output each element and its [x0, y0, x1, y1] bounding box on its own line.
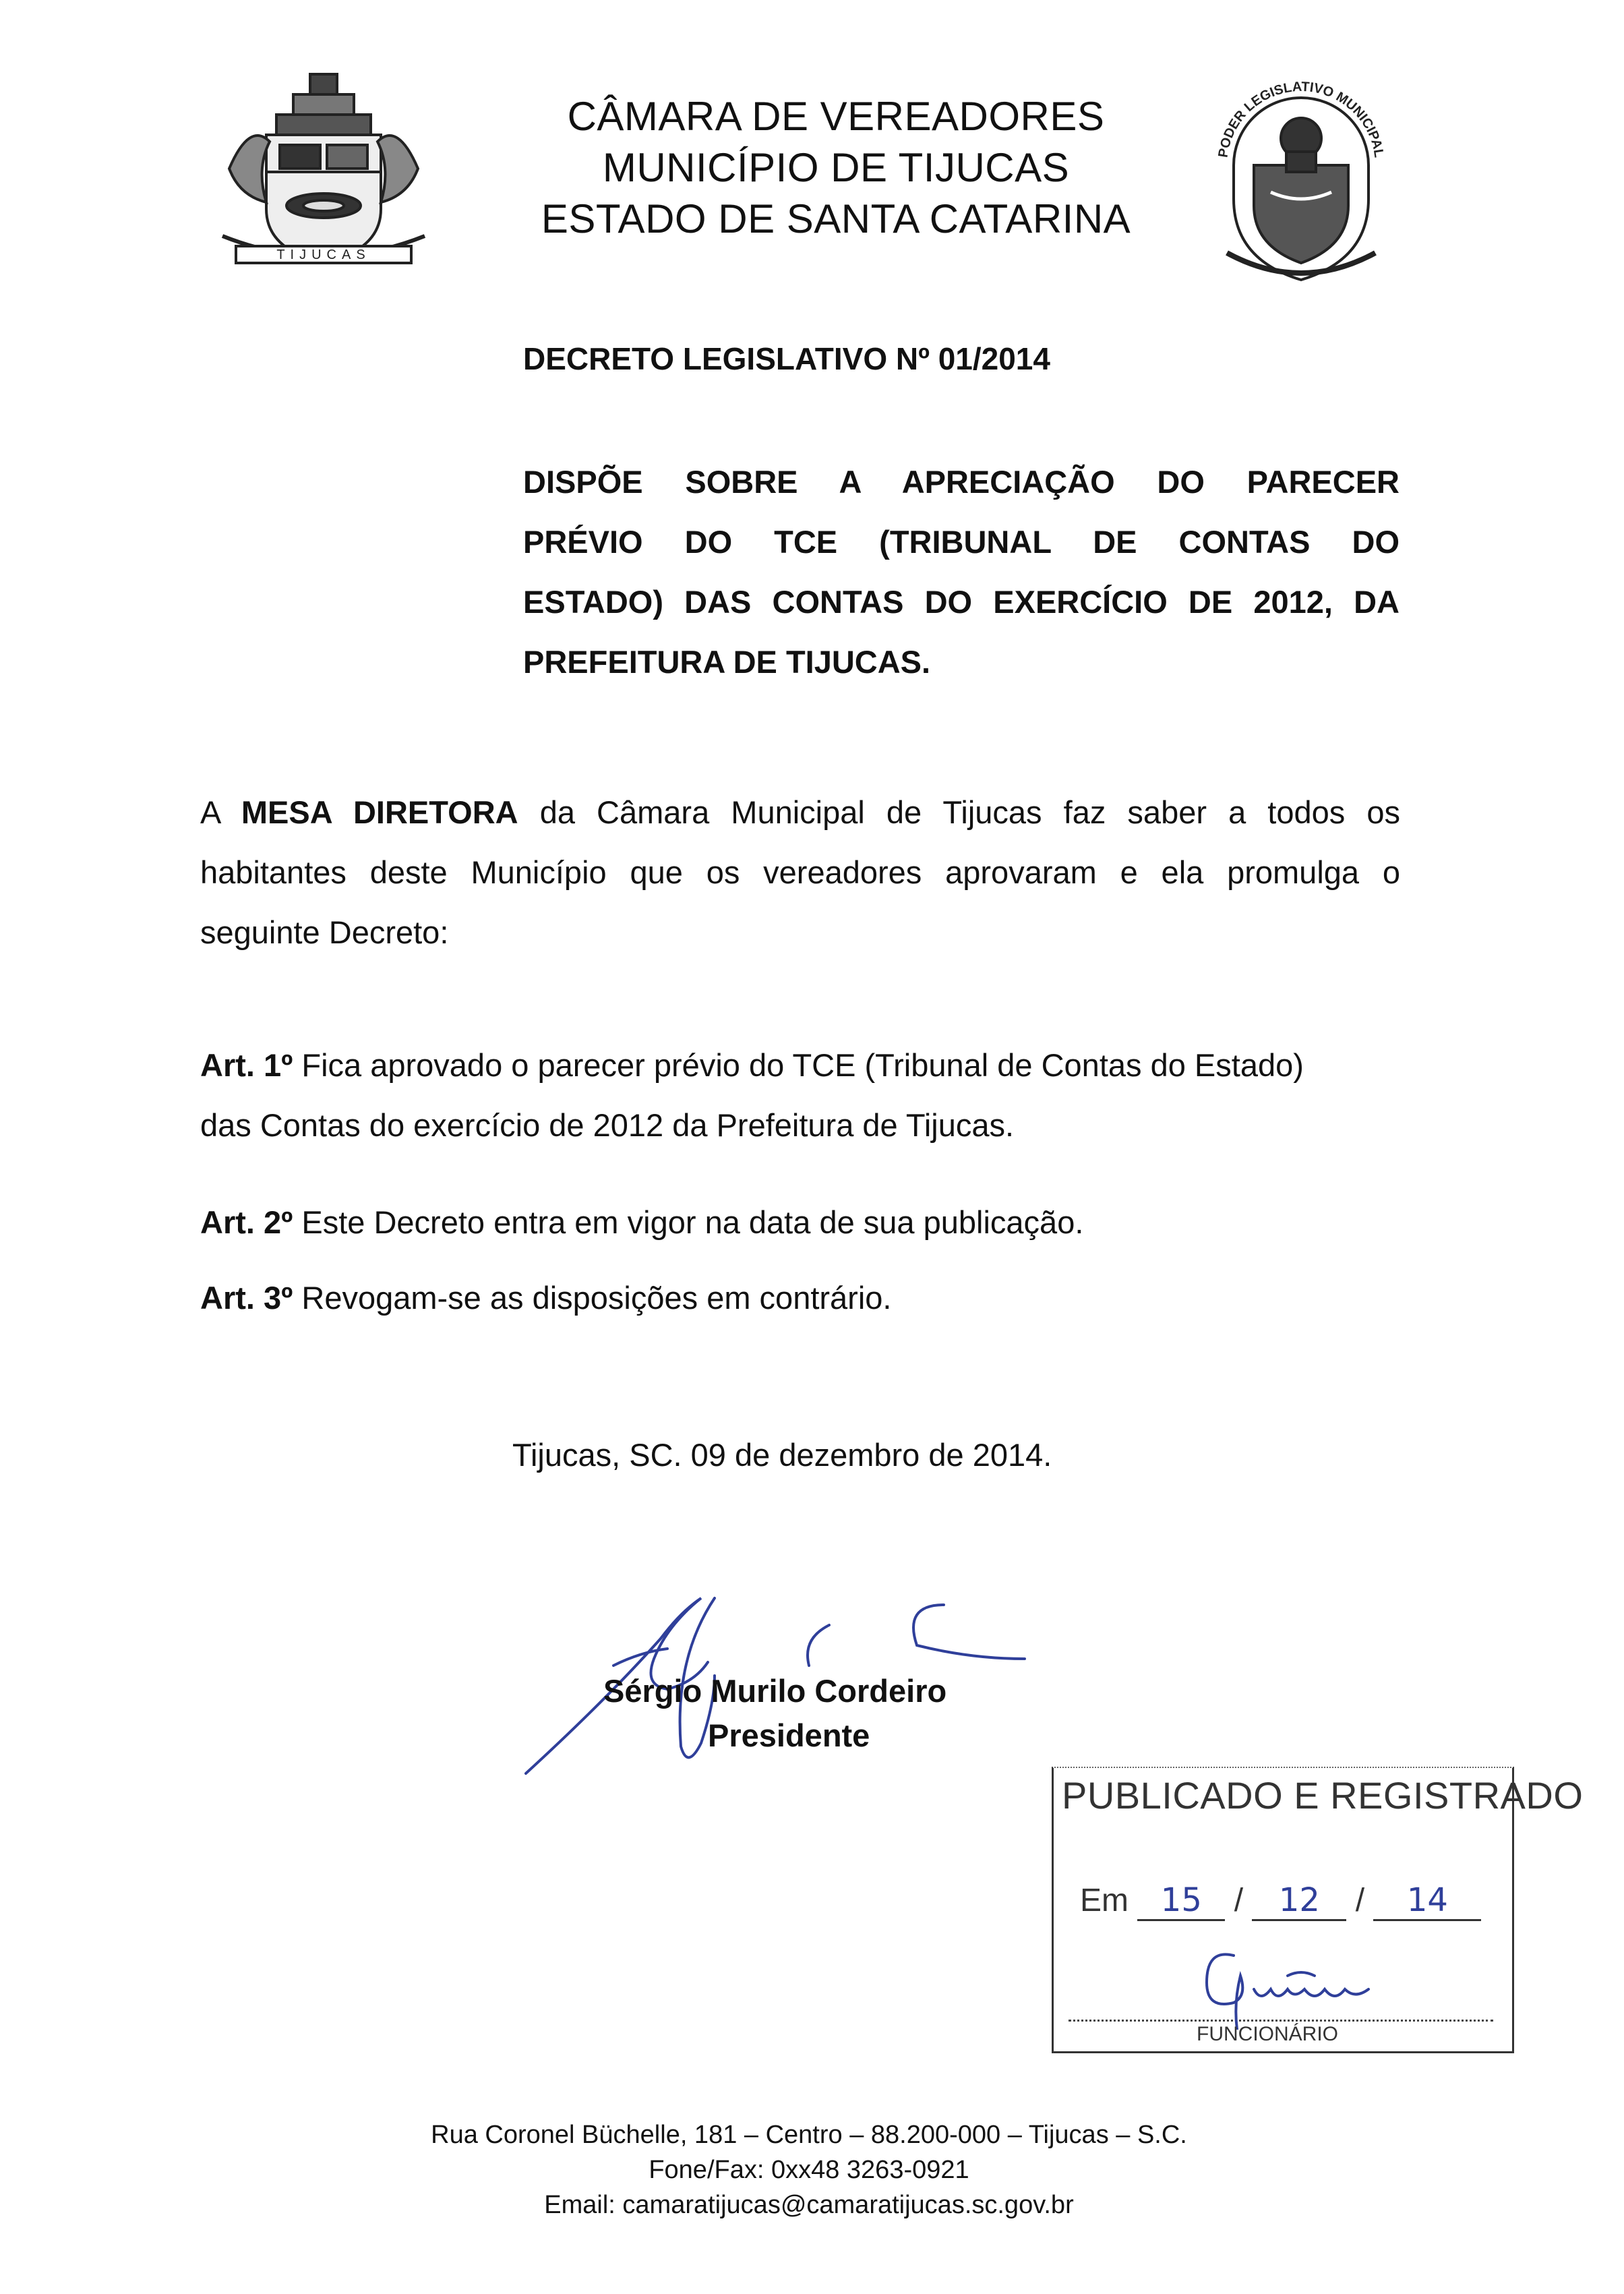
article-text: Fica aprovado o parecer prévio do TCE (Tribunal de Contas do Estado): [301, 1047, 1304, 1083]
article-text-cont: das Contas do exercício de 2012 da Prefeitura de Tijucas.: [200, 1107, 1015, 1143]
footer-address: Rua Coronel Büchelle, 181 – Centro – 88.200-000 – Tijucas – S.C.: [431, 2121, 1187, 2149]
intro-bold: MESA DIRETORA: [241, 794, 518, 830]
footer-email: Email: camaratijucas@camaratijucas.sc.gov.br: [544, 2191, 1074, 2219]
ementa-line: DISPÕE SOBRE A APRECIAÇÃO DO PARECER: [523, 464, 1400, 500]
stamp-date-row: Em 15 / 12 / 14: [1080, 1881, 1481, 1921]
stamp-signature-icon: [1186, 1942, 1416, 2030]
ementa-line: PRÉVIO DO TCE (TRIBUNAL DE CONTAS DO: [523, 524, 1400, 560]
article-2: [200, 1192, 1083, 1252]
intro-prefix: A: [200, 794, 220, 830]
tijucas-coat-of-arms-icon: [202, 54, 445, 283]
stamp-em-label: Em: [1080, 1883, 1129, 1918]
decree-title: DECRETO LEGISLATIVO Nº 01/2014: [523, 341, 1050, 376]
decree-ementa: [523, 452, 1400, 692]
article-label: Art. 3º: [200, 1280, 293, 1316]
crest-left-label: TIJUCAS: [276, 247, 371, 262]
article-1: [200, 1035, 1304, 1155]
intro-line-3: seguinte Decreto:: [200, 914, 449, 950]
article-text: Revogam-se as disposições em contrário.: [301, 1280, 892, 1316]
place-date: Tijucas, SC. 09 de dezembro de 2014.: [512, 1437, 1052, 1473]
intro-line-2: habitantes deste Município que os vereadores aprovaram e ela promulga o: [200, 854, 1400, 890]
ementa-line: PREFEITURA DE TIJUCAS.: [523, 644, 931, 680]
header-line-1: CÂMARA DE VEREADORES: [567, 94, 1105, 139]
article-label: Art. 1º: [200, 1047, 293, 1083]
stamp-func-label: FUNCIONÁRIO: [1197, 2023, 1338, 2045]
intro-paragraph: [200, 782, 1400, 962]
intro-line-1-rest: da Câmara Municipal de Tijucas faz saber a todos os: [539, 794, 1401, 830]
article-text: Este Decreto entra em vigor na data de sua publicação.: [301, 1204, 1084, 1240]
stamp-day: 15: [1137, 1881, 1225, 1921]
legislative-seal-icon: [1207, 64, 1395, 287]
seal-label: PODER LEGISLATIVO MUNICIPAL: [1215, 79, 1387, 159]
signer-role: Presidente: [708, 1717, 870, 1753]
signer-name: Sérgio Murilo Cordeiro: [603, 1673, 947, 1709]
intro-line-1: [200, 782, 1400, 842]
stamp-year: 14: [1373, 1881, 1481, 1921]
article-label: Art. 2º: [200, 1204, 293, 1240]
stamp-title: PUBLICADO E REGISTRADO: [1062, 1774, 1584, 1817]
article-3: [200, 1268, 891, 1328]
header-line-3: ESTADO DE SANTA CATARINA: [541, 196, 1131, 241]
ementa-line: ESTADO) DAS CONTAS DO EXERCÍCIO DE 2012, DA: [523, 584, 1400, 620]
footer-phone: Fone/Fax: 0xx48 3263-0921: [649, 2156, 969, 2184]
stamp-month: 12: [1252, 1881, 1346, 1921]
header-line-2: MUNICÍPIO DE TIJUCAS: [602, 145, 1070, 190]
